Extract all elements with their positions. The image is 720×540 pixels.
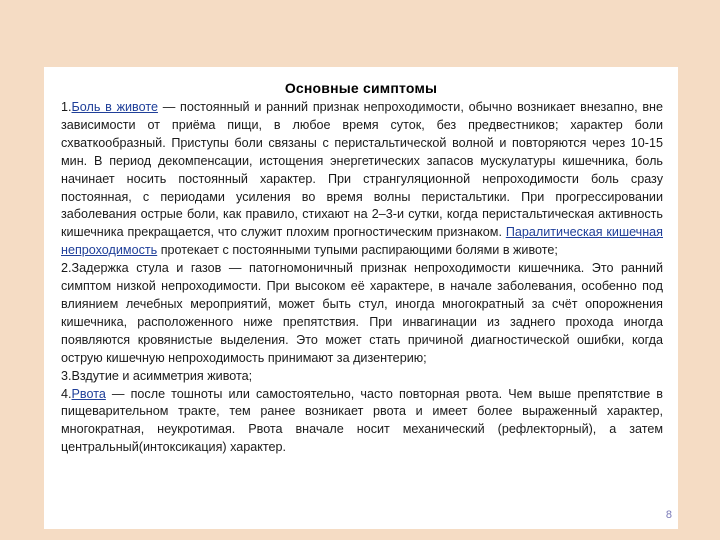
link-vomiting[interactable]: Рвота <box>71 386 106 401</box>
symptom-1-text-end: протекает с постоянными тупыми распирающими болями в животе; <box>157 243 558 258</box>
symptom-4 <box>61 386 663 458</box>
symptom-3: 3.Вздутие и асимметрия живота; <box>61 368 253 383</box>
slide-title: Основные симптомы <box>284 80 438 96</box>
slide-panel <box>44 67 678 529</box>
symptom-1-number: 1. <box>61 100 72 114</box>
link-abdominal-pain[interactable]: Боль в животе <box>71 100 158 114</box>
symptom-2: 2.Задержка стула и газов — патогномоничный признак непроходимости кишечника. Это ранний симптом низкой непроходимости. При высоком её характере, в начале заболевания, особенно под влиянием лечебных мероприятий, может быть стул, иногда многократный за счёт опорожнения кишечника, расположенного ниже препятствия. При инвагинации из заднего прохода иногда появляются кровянистые выделения. Это может стать причиной диагностической ошибки, когда острую кишечную непроходимость принимают за дизентерию; <box>61 261 663 365</box>
symptoms-text <box>61 99 663 457</box>
link-paralytic-obstruction[interactable]: Паралитическая кишечная непроходимость <box>61 225 663 258</box>
symptom-1 <box>61 99 663 260</box>
symptom-4-text: — после тошноты или самостоятельно, часто повторная рвота. Чем выше препятствие в пищеварительном тракте, тем ранее возникает рвота и имеет более выраженный характер, многократная, неукротимая. Рвота вначале носит механический (рефлекторный), а затем центральный(интоксикация) характер. <box>61 386 663 455</box>
symptom-1-text: — постоянный и ранний признак непроходимости, обычно возникает внезапно, вне зависимости от приёма пищи, в любое время суток, без предвестников; характер боли схваткообразный. Приступы боли связаны с перистальтической волной и повторяются через 10-15 мин. В период декомпенсации, истощения энергетических запасов мускулатуры кишечника, боль начинает носить постоянный характер. При странгуляционной непроходимости боль сразу постоянная, с периодами усиления во время волны перистальтики. При прогрессировании заболевания острые боли, как правило, стихают на 2–3-и сутки, когда перистальтическая активность кишечника прекращается, что служит плохим прогностическим признаком. <box>61 100 663 240</box>
page-number: 8 <box>665 509 672 521</box>
symptom-4-number: 4. <box>61 386 72 401</box>
